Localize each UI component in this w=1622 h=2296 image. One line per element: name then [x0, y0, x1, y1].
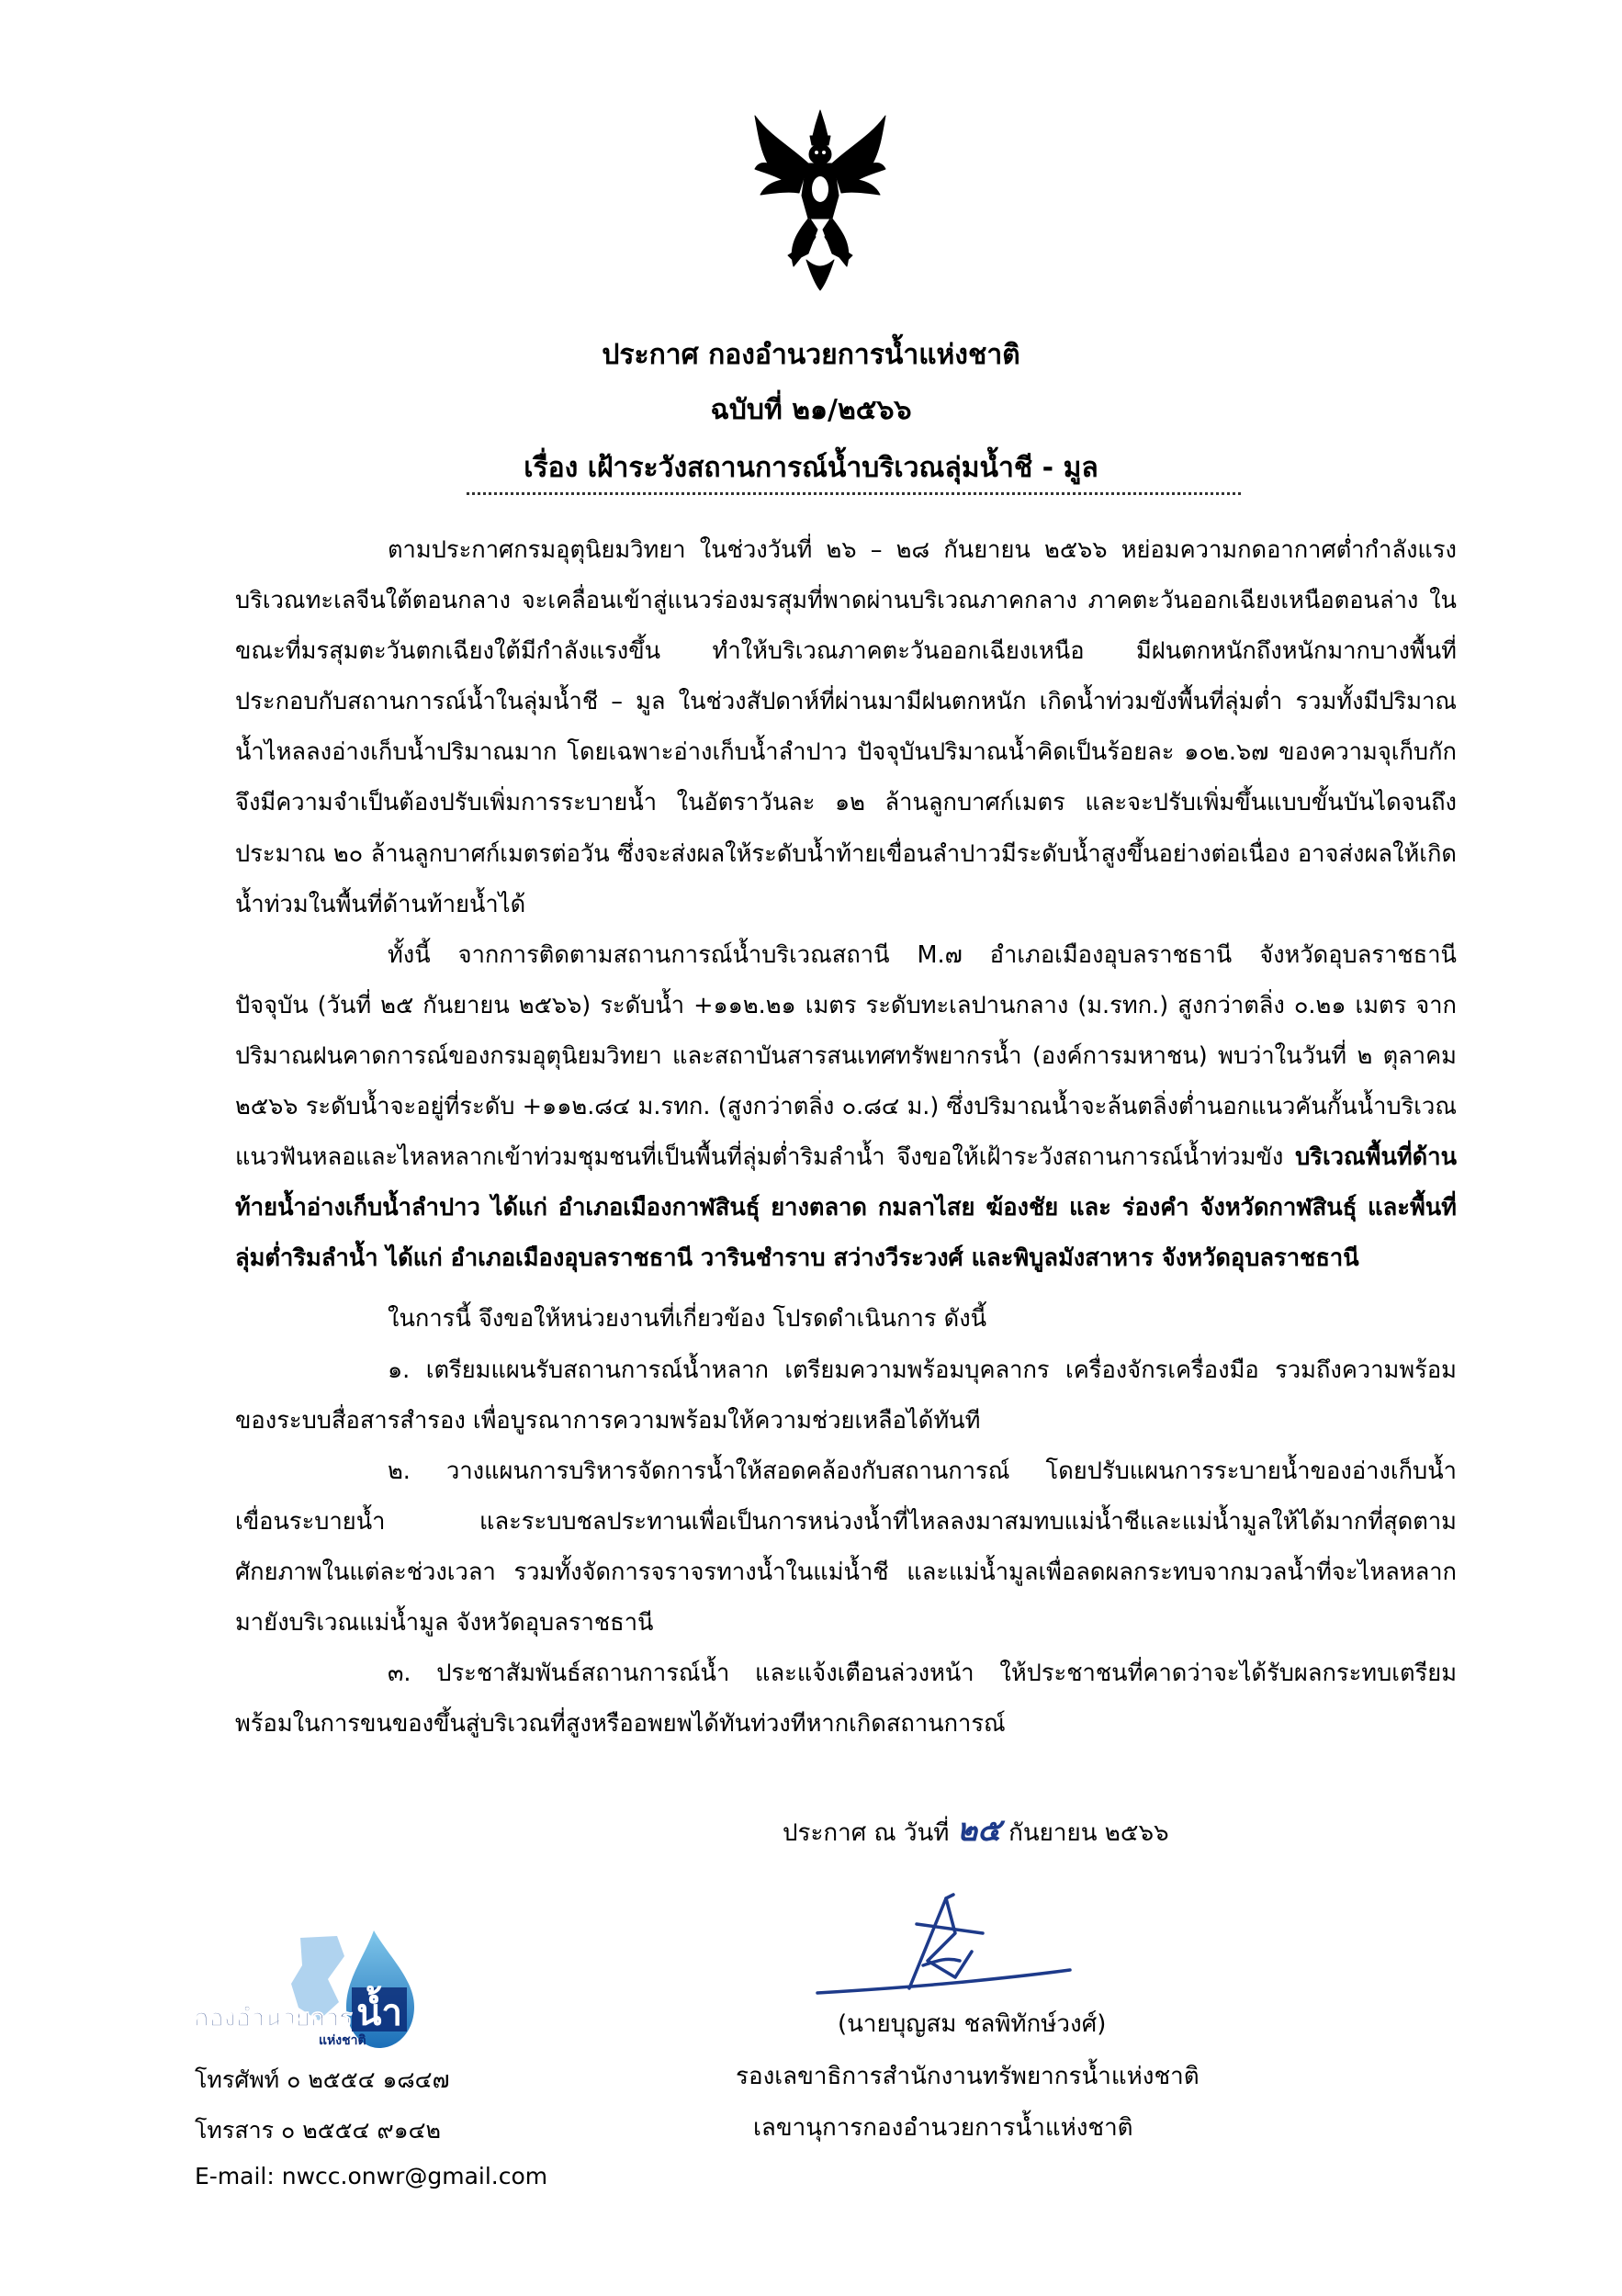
measure-item-1: ๑. เตรียมแผนรับสถานการณ์น้ำหลาก เตรียมความพร้อมบุคลากร เครื่องจักรเครื่องมือ รวมถึงความพร้อมของระบบสื่อสารสำรอง เพื่อบูรณาการความพร้อมให้ความช่วยเหลือได้ทันที — [235, 1356, 1457, 1435]
nwcc-logo — [190, 1929, 420, 2053]
signer-secondary-position: เลขานุการกองอำนวยการน้ำแห่งชาติ — [753, 2114, 1133, 2142]
measure-item-2: ๒. วางแผนการบริหารจัดการน้ำให้สอดคล้องกับสถานการณ์ โดยปรับแผนการระบายน้ำของอ่างเก็บน้ำ เขื่อนระบายน้ำ และระบบชลประทานเพื่อเป็นการหน่วงน้ำที่ไหลลงมาสมทบแม่น้ำชีและแม่น้ำมูลให้ได้มากที่สุดตามศักยภาพในแต่ละช่วงเวลา รวมทั้งจัดการจราจรทางน้ำในแม่น้ำชี และแม่น้ำมูลเพื่อลดผลกระทบจากมวลน้ำที่จะไหลหลากมายังบริเวณแม่น้ำมูล จังหวัดอุบลราชธานี — [235, 1457, 1457, 1637]
paragraph-request: ในการนี้ จึงขอให้หน่วยงานที่เกี่ยวข้อง โปรดดำเนินการ ดังนี้ — [388, 1305, 987, 1334]
signer-position: รองเลขาธิการสำนักงานทรัพยากรน้ำแห่งชาติ — [736, 2063, 1200, 2090]
logo-mark: น้ำ — [356, 1992, 402, 2034]
issue-number: ฉบับที่ ๒๑/๒๕๖๖ — [710, 394, 912, 426]
signer-name: (นายบุญสม ชลพิทักษ์วงศ์) — [838, 2010, 1107, 2038]
garuda-emblem — [751, 108, 889, 292]
paragraph-water-level — [235, 930, 1457, 1285]
date-suffix: กันยายน ๒๕๖๖ — [1000, 1819, 1169, 1847]
logo-sub: แห่งชาติ — [319, 2033, 366, 2048]
measure-item-3: ๓. ประชาสัมพันธ์สถานการณ์น้ำ และแจ้งเตือนล่วงหน้า ให้ประชาชนที่คาดว่าจะได้รับผลกระทบเตรียมพร้อมในการขนของขึ้นสู่บริเวณที่สูงหรืออพยพได้ทันท่วงทีหากเกิดสถานการณ์ — [235, 1660, 1457, 1739]
announcement-subject: เรื่อง เฝ้าระวังสถานการณ์น้ำบริเวณลุ่มน้ำชี - มูล — [524, 452, 1098, 484]
announcement-title: ประกาศ กองอำนวยการน้ำแห่งชาติ — [602, 339, 1020, 371]
contact-phone: โทรศัพท์ ๐ ๒๕๕๔ ๑๘๔๗ — [195, 2066, 450, 2093]
date-day-handwritten: ๒๕ — [956, 1812, 1001, 1849]
contact-email: E-mail: nwcc.onwr@gmail.com — [195, 2163, 548, 2189]
announcement-body — [235, 525, 1457, 1750]
date-prefix: ประกาศ ณ วันที่ — [783, 1819, 957, 1847]
contact-fax: โทรสาร ๐ ๒๕๕๔ ๙๑๔๒ — [195, 2117, 441, 2144]
announcement-date — [783, 1805, 1169, 1854]
affected-areas: บริเวณพื้นที่ด้านท้ายน้ำอ่างเก็บน้ำลำปาว ได้แก่ อำเภอเมืองกาฬสินธุ์ ยางตลาด กมลาไสย ฆ้องชัย และ ร่องคำ จังหวัดกาฬสินธุ์ และพื้นที่ลุ่มต่ำริมลำน้ำ ได้แก่ อำเภอเมืองอุบลราชธานี วารินชำราบ สว่างวีระวงศ์ และพิบูลมังสาหาร จังหวัดอุบลราชธานี — [235, 1143, 1457, 1273]
paragraph-water-level-text: ทั้งนี้ จากการติดตามสถานการณ์น้ำบริเวณสถานี M.๗ อำเภอเมืองอุบลราชธานี จังหวัดอุบลราชธานี ปัจจุบัน (วันที่ ๒๕ กันยายน ๒๕๖๖) ระดับน้ำ +๑๑๒.๒๑ เมตร ระดับทะเลปานกลาง (ม.รทก.) สูงกว่าตลิ่ง ๐.๒๑ เมตร จากปริมาณฝนคาดการณ์ของกรมอุตุนิยมวิทยา และสถาบันสารสนเทศทรัพยากรน้ำ (องค์การมหาชน) พบว่าในวันที่ ๒ ตุลาคม ๒๕๖๖ ระดับน้ำจะอยู่ที่ระดับ +๑๑๒.๘๔ ม.รทก. (สูงกว่าตลิ่ง ๐.๘๔ ม.) ซึ่งปริมาณน้ำจะล้นตลิ่งต่ำนอกแนวคันกั้นน้ำบริเวณแนวฟันหลอและไหลหลากเข้าท่วมชุมชนที่เป็นพื้นที่ลุ่มต่ำริมลำน้ำ จึงขอให้เฝ้าระวังสถานการณ์น้ำท่วมขัง — [235, 940, 1457, 1172]
paragraph-situation: ตามประกาศกรมอุตุนิยมวิทยา ในช่วงวันที่ ๒๖ – ๒๘ กันยายน ๒๕๖๖ หย่อมความกดอากาศต่ำกำลังแรงบริเวณทะเลจีนใต้ตอนกลาง จะเคลื่อนเข้าสู่แนวร่องมรสุมที่พาดผ่านบริเวณภาคกลาง ภาคตะวันออกเฉียงเหนือตอนล่าง ในขณะที่มรสุมตะวันตกเฉียงใต้มีกำลังแรงขึ้น ทำให้บริเวณภาคตะวันออกเฉียงเหนือ มีฝนตกหนักถึงหนักมากบางพื้นที่ ประกอบกับสถานการณ์น้ำในลุ่มน้ำชี – มูล ในช่วงสัปดาห์ที่ผ่านมามีฝนตกหนัก เกิดน้ำท่วมขังพื้นที่ลุ่มต่ำ รวมทั้งมีปริมาณน้ำไหลลงอ่างเก็บน้ำปริมาณมาก โดยเฉพาะอ่างเก็บน้ำลำปาว ปัจจุบันปริมาณน้ำคิดเป็นร้อยละ ๑๐๒.๖๗ ของความจุเก็บกัก จึงมีความจำเป็นต้องปรับเพิ่มการระบายน้ำ ในอัตราวันละ ๑๒ ล้านลูกบาศก์เมตร และจะปรับเพิ่มขึ้นแบบขั้นบันไดจนถึงประมาณ ๒๐ ล้านลูกบาศก์เมตรต่อวัน ซึ่งจะส่งผลให้ระดับน้ำท้ายเขื่อนลำปาวมีระดับน้ำสูงขึ้นอย่างต่อเนื่อง อาจส่งผลให้เกิดน้ำท่วมในพื้นที่ด้านท้ายน้ำได้ — [235, 536, 1457, 918]
logo-name: กองอำนวยการ — [194, 2004, 353, 2032]
dotted-divider — [467, 492, 1241, 495]
